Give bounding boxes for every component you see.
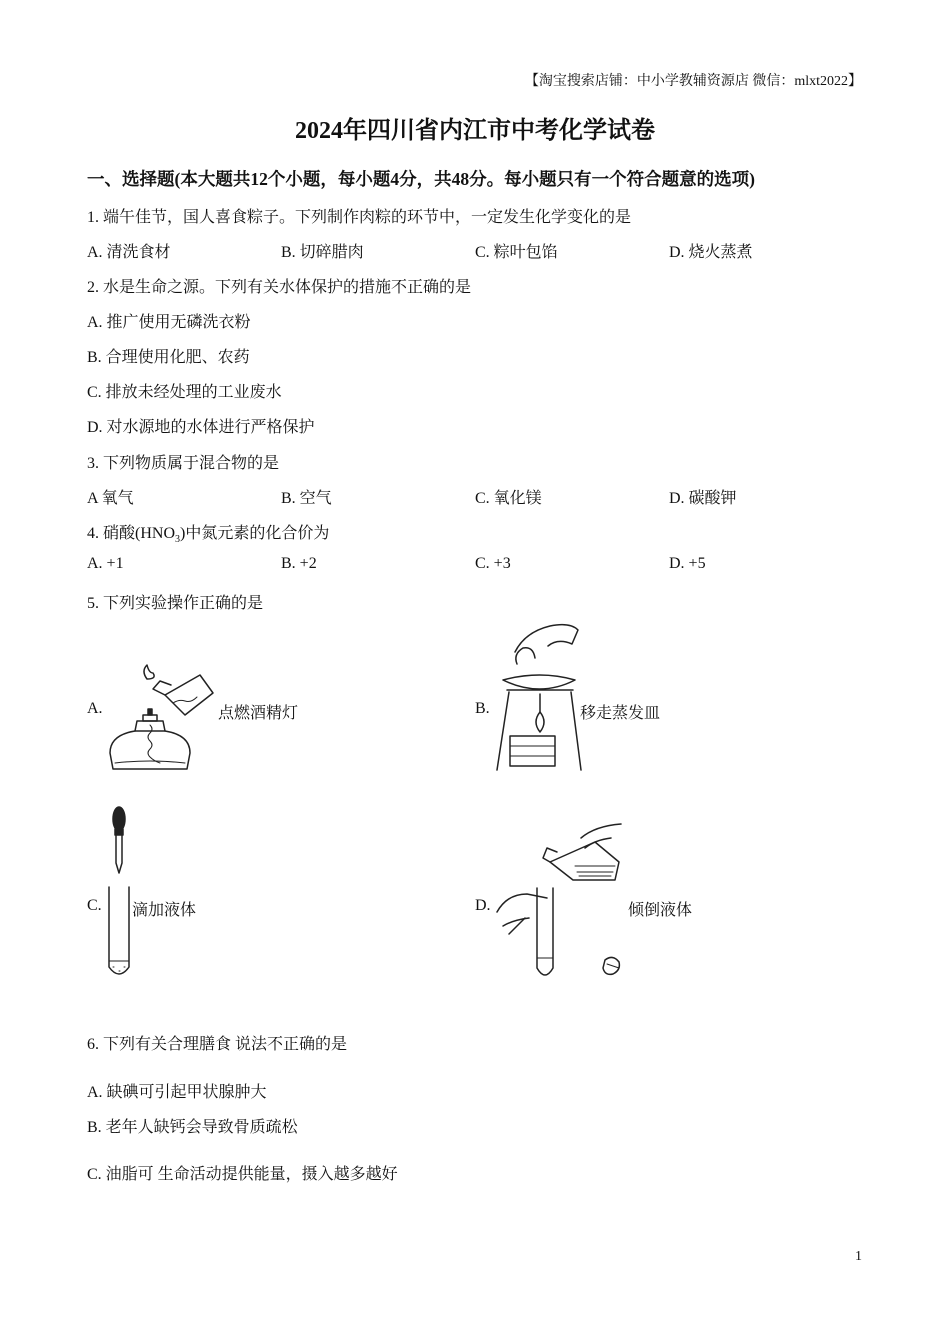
question-2-stem: 2. 水是生命之源。下列有关水体保护的措施不正确的是 xyxy=(87,279,472,296)
q3-option-d: D. 碳酸钾 xyxy=(669,490,737,507)
q3-option-c: C. 氧化镁 xyxy=(475,490,542,507)
moving-evaporating-dish-figure xyxy=(495,622,585,772)
question-5-stem: 5. 下列实验操作正确的是 xyxy=(87,595,264,612)
q5-option-a-text: 点燃酒精灯 xyxy=(218,705,299,722)
page-number: 1 xyxy=(855,1249,862,1264)
q6-option-a: A. 缺碘可引起甲状腺肿大 xyxy=(87,1084,267,1101)
lighting-alcohol-lamp-figure xyxy=(105,665,220,775)
question-3-stem: 3. 下列物质属于混合物的是 xyxy=(87,455,280,472)
q1-option-a: A. 清洗食材 xyxy=(87,244,171,261)
q5-option-b-text: 移走蒸发皿 xyxy=(580,705,661,722)
pouring-liquid-figure xyxy=(495,822,635,980)
question-6-stem: 6. 下列有关合理膳食 说法不正确的是 xyxy=(87,1036,348,1053)
q5-option-c-text: 滴加液体 xyxy=(132,902,197,919)
q5-option-c-label: C. xyxy=(87,897,102,914)
q2-option-b: B. 合理使用化肥、农药 xyxy=(87,349,250,366)
q6-option-b: B. 老年人缺钙会导致骨质疏松 xyxy=(87,1119,298,1136)
q1-option-c: C. 粽叶包馅 xyxy=(475,244,558,261)
q2-option-d: D. 对水源地的水体进行严格保护 xyxy=(87,419,315,436)
q3-option-a: A 氧气 xyxy=(87,490,134,507)
dropper-test-tube-figure xyxy=(105,805,135,980)
q5-option-a-label: A. xyxy=(87,700,103,717)
q4-option-b: B. +2 xyxy=(281,555,317,572)
q5-option-d-label: D. xyxy=(475,897,491,914)
q1-option-b: B. 切碎腊肉 xyxy=(281,244,364,261)
q1-option-d: D. 烧火蒸煮 xyxy=(669,244,753,261)
question-1-stem: 1. 端午佳节，国人喜食粽子。下列制作肉粽的环节中，一定发生化学变化的是 xyxy=(87,209,632,226)
q5-option-b-label: B. xyxy=(475,700,490,717)
q4-option-d: D. +5 xyxy=(669,555,706,572)
q2-option-c: C. 排放未经处理的工业废水 xyxy=(87,384,282,401)
q2-option-a: A. 推广使用无磷洗衣粉 xyxy=(87,314,251,331)
q6-option-c: C. 油脂可 生命活动提供能量，摄入越多越好 xyxy=(87,1166,398,1183)
header-note: 【淘宝搜索店铺：中小学教辅资源店 微信：mlxt2022】 xyxy=(524,74,862,89)
q4-option-c: C. +3 xyxy=(475,555,511,572)
section-heading: 一、选择题(本大题共12个小题，每小题4分，共48分。每小题只有一个符合题意的选项) xyxy=(87,169,755,189)
q5-option-d-text: 倾倒液体 xyxy=(628,902,693,919)
q4-option-a: A. +1 xyxy=(87,555,124,572)
question-4-stem: 4. 硝酸$(HNO_3)$中氮元素的化合价为 xyxy=(87,525,330,546)
page-title: 2024年四川省内江市中考化学试卷 xyxy=(295,118,655,144)
q3-option-b: B. 空气 xyxy=(281,490,332,507)
